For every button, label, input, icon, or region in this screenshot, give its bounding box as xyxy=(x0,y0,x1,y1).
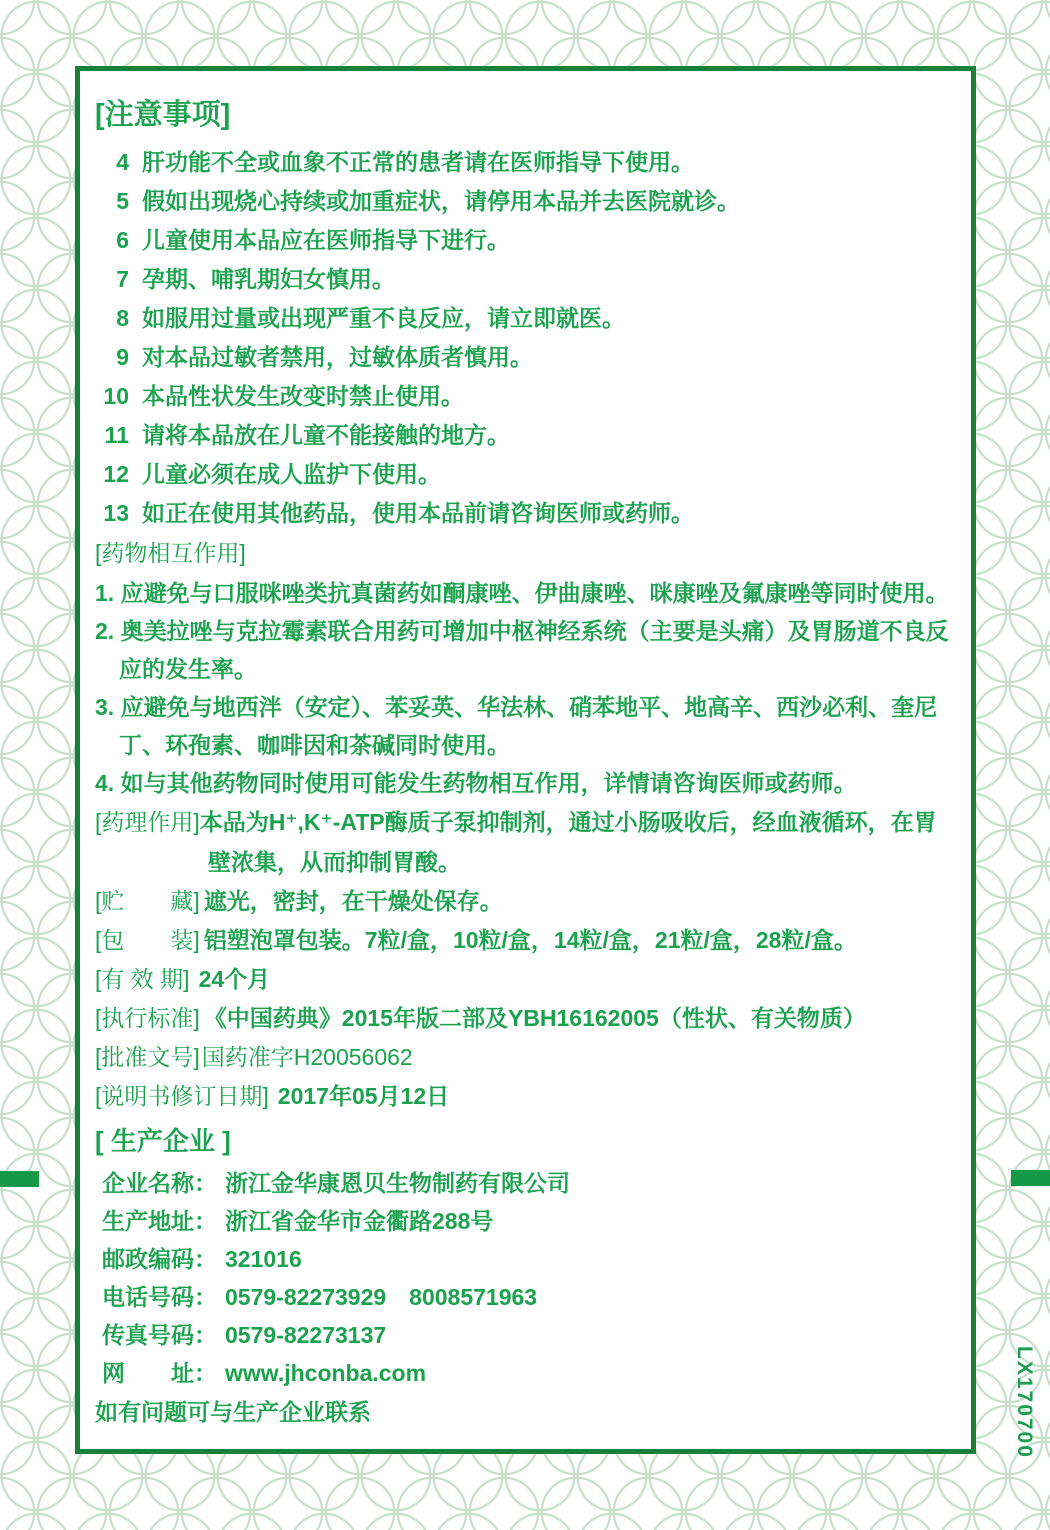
item-number: 5 xyxy=(116,188,129,214)
item-number: 8 xyxy=(116,305,129,331)
postal-code-row xyxy=(95,1240,955,1278)
item-number: 4 xyxy=(116,149,129,175)
item-text: 假如出现烧心持续或加重症状，请停用本品并去医院就诊。 xyxy=(142,188,740,214)
precautions-title: [注意事项] xyxy=(95,99,231,131)
item-text: 肝功能不全或血象不正常的患者请在医师指导下使用。 xyxy=(142,149,694,175)
interaction-item: 1. 应避免与口服咪唑类抗真菌药如酮康唑、伊曲康唑、咪康唑及氟康唑等同时使用。 xyxy=(95,580,949,606)
approval-number-row xyxy=(95,1038,955,1077)
pharmacology-row xyxy=(95,802,955,882)
row-value: 0579-82273137 xyxy=(225,1322,387,1348)
item-text: 如服用过量或出现严重不良反应，请立即就医。 xyxy=(142,305,625,331)
precautions-list xyxy=(95,143,955,533)
field-label: [有 效 期] xyxy=(95,966,190,992)
precaution-item xyxy=(95,455,955,494)
item-text: 儿童使用本品应在医师指导下进行。 xyxy=(142,227,510,253)
precaution-item xyxy=(95,377,955,416)
precaution-item xyxy=(95,143,955,182)
interaction-item: 2. 奥美拉唑与克拉霉素联合用药可增加中枢神经系统（主要是头痛）及胃肠道不良反应的发生率。 xyxy=(95,618,949,682)
item-text: 孕期、哺乳期妇女慎用。 xyxy=(142,266,395,292)
precaution-item xyxy=(95,260,955,299)
row-label: 生产地址： xyxy=(102,1208,217,1234)
company-address-row xyxy=(95,1202,955,1240)
item-number: 10 xyxy=(103,383,129,409)
leaflet-frame xyxy=(75,66,976,1454)
field-label: [执行标准] xyxy=(95,1005,200,1031)
row-label: 邮政编码： xyxy=(102,1246,217,1272)
row-label: 企业名称： xyxy=(102,1170,217,1196)
field-value: 遮光，密封，在干燥处保存。 xyxy=(203,888,503,914)
precaution-item xyxy=(95,182,955,221)
item-text: 儿童必须在成人监护下使用。 xyxy=(142,461,441,487)
row-label: 电话号码： xyxy=(102,1284,217,1310)
row-value: 321016 xyxy=(225,1246,302,1272)
item-number: 7 xyxy=(116,266,129,292)
row-label: 传真号码： xyxy=(102,1322,217,1348)
standard-row xyxy=(95,999,955,1038)
website-row xyxy=(95,1354,955,1392)
validity-row xyxy=(95,960,955,999)
field-label: [批准文号] xyxy=(95,1044,200,1070)
row-label: 网 址： xyxy=(102,1360,217,1386)
pharmacology-label: [药理作用] xyxy=(95,809,200,835)
item-number: 6 xyxy=(116,227,129,253)
phone-row xyxy=(95,1278,955,1316)
field-value: 24个月 xyxy=(198,966,271,992)
batch-code: LX170700 xyxy=(1013,1346,1036,1459)
field-value: 《中国药典》2015年版二部及YBH16162005（性状、有关物质） xyxy=(203,1005,866,1031)
precaution-item xyxy=(95,299,955,338)
registration-mark-right xyxy=(1011,1170,1050,1186)
company-name-row xyxy=(95,1164,955,1202)
item-number: 9 xyxy=(116,344,129,370)
packaging-row xyxy=(95,921,955,960)
row-value: 浙江省金华市金衢路288号 xyxy=(225,1208,494,1234)
row-value: www.jhconba.com xyxy=(225,1360,427,1386)
item-number: 13 xyxy=(103,500,129,526)
precaution-item xyxy=(95,221,955,260)
row-value: 浙江金华康恩贝生物制药有限公司 xyxy=(225,1170,570,1196)
item-text: 请将本品放在儿童不能接触的地方。 xyxy=(142,422,510,448)
registration-mark-left xyxy=(0,1171,39,1187)
fax-row xyxy=(95,1316,955,1354)
field-value: 铝塑泡罩包装。7粒/盒，10粒/盒，14粒/盒，21粒/盒，28粒/盒。 xyxy=(203,927,857,953)
row-value: 0579-82273929 8008571963 xyxy=(225,1284,538,1310)
interactions-title: [药物相互作用] xyxy=(95,540,246,566)
interaction-item: 4. 如与其他药物同时使用可能发生药物相互作用，详情请咨询医师或药师。 xyxy=(95,770,857,796)
field-value: 2017年05月12日 xyxy=(277,1083,450,1109)
contact-note: 如有问题可与生产企业联系 xyxy=(95,1399,371,1425)
field-value: 国药准字H20056062 xyxy=(201,1044,413,1070)
manufacturer-title: [ 生产企业 ] xyxy=(95,1126,231,1156)
field-label: [说明书修订日期] xyxy=(95,1083,269,1109)
item-number: 11 xyxy=(104,422,129,448)
revision-date-row xyxy=(95,1077,955,1116)
precaution-item xyxy=(95,416,955,455)
item-text: 如正在使用其他药品，使用本品前请咨询医师或药师。 xyxy=(142,500,694,526)
precaution-item xyxy=(95,338,955,377)
item-number: 12 xyxy=(103,461,129,487)
precaution-item xyxy=(95,494,955,533)
item-text: 本品性状发生改变时禁止使用。 xyxy=(142,383,464,409)
field-label: [贮 藏] xyxy=(95,888,200,914)
item-text: 对本品过敏者禁用，过敏体质者慎用。 xyxy=(142,344,533,370)
pharmacology-text: 本品为H⁺,K⁺-ATP酶质子泵抑制剂，通过小肠吸收后，经血液循环，在胃壁浓集，从而抑制胃酸。 xyxy=(199,809,937,875)
storage-row xyxy=(95,882,955,921)
interaction-item: 3. 应避免与地西泮（安定）、苯妥英、华法林、硝苯地平、地高辛、西沙必利、奎尼丁、环孢素、咖啡因和茶碱同时使用。 xyxy=(95,694,938,758)
field-label: [包 装] xyxy=(95,927,200,953)
